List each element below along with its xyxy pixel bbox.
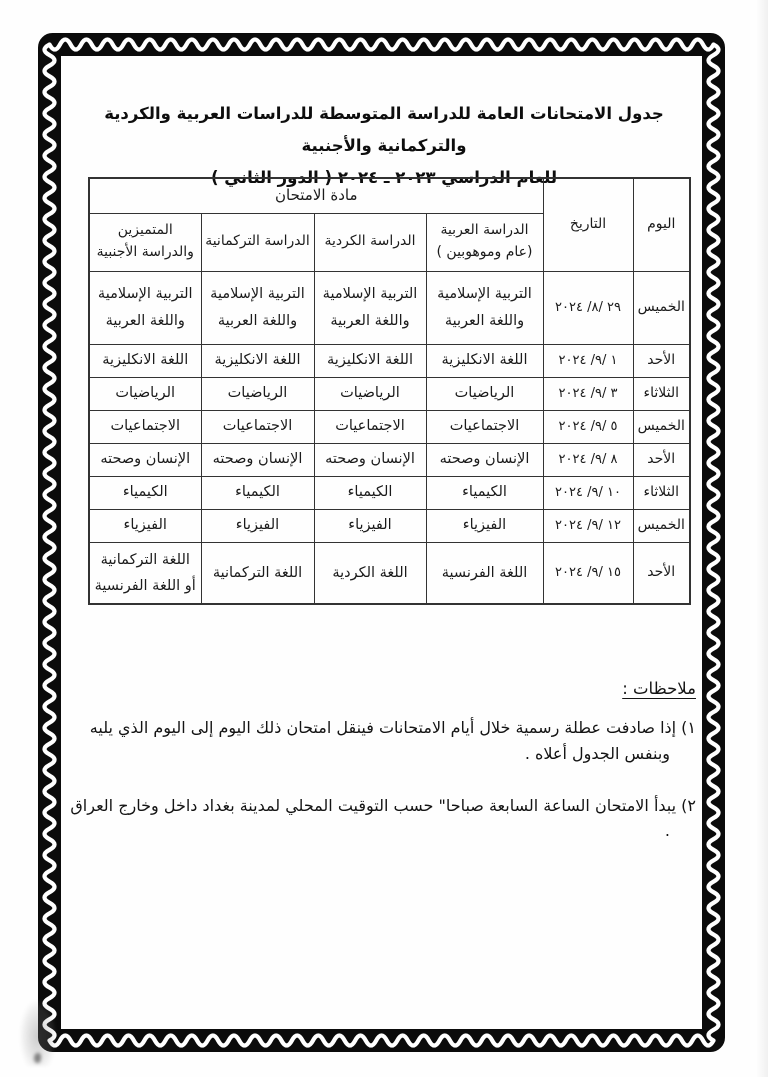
date-cell: ٥ /٩/ ٢٠٢٤ [543, 410, 633, 443]
subject-cell: اللغة الانكليزية [314, 344, 426, 377]
day-cell: الخميس [633, 410, 690, 443]
subject-cell: الرياضيات [201, 377, 314, 410]
date-cell: ٨ /٩/ ٢٠٢٤ [543, 443, 633, 476]
header-track-gifted-foreign: المتميزين والدراسة الأجنبية [89, 213, 201, 271]
header-subject-group: مادة الامتحان [89, 178, 543, 213]
table-row [89, 377, 690, 410]
table-row [89, 271, 690, 344]
subject-cell: التربية الإسلامية واللغة العربية [314, 271, 426, 344]
header-track-kurdish: الدراسة الكردية [314, 213, 426, 271]
subject-cell: الاجتماعيات [314, 410, 426, 443]
subject-cell: الفيزياء [314, 509, 426, 542]
subject-cell: اللغة الانكليزية [89, 344, 201, 377]
subject-cell: الرياضيات [314, 377, 426, 410]
day-cell: الثلاثاء [633, 476, 690, 509]
header-track-arabic: الدراسة العربية (عام وموهوبين ) [426, 213, 543, 271]
subject-cell: الكيمياء [314, 476, 426, 509]
subject-cell: اللغة الفرنسية [426, 542, 543, 604]
day-cell: الأحد [633, 542, 690, 604]
table-header [89, 178, 690, 271]
date-cell: ٣ /٩/ ٢٠٢٤ [543, 377, 633, 410]
subject-cell: الإنسان وصحته [426, 443, 543, 476]
date-cell: ١ /٩/ ٢٠٢٤ [543, 344, 633, 377]
subject-cell: التربية الإسلامية واللغة العربية [426, 271, 543, 344]
note-item-1: ١) إذا صادفت عطلة رسمية خلال أيام الامتحانات فينقل امتحان ذلك اليوم إلى اليوم الذي يليه وبنفس الجدول أعلاه . [89, 717, 696, 763]
subject-cell: الإنسان وصحته [89, 443, 201, 476]
subject-cell: الاجتماعيات [426, 410, 543, 443]
subject-cell: اللغة الكردية [314, 542, 426, 604]
notes-section [64, 676, 696, 870]
title-line-2: للعام الدراسي ٢٠٢٣ ـ ٢٠٢٤ ( الدور الثاني ) [210, 168, 558, 187]
subject-cell: التربية الإسلامية واللغة العربية [89, 271, 201, 344]
day-cell: الأحد [633, 344, 690, 377]
subject-cell: الاجتماعيات [89, 410, 201, 443]
subject-cell: الفيزياء [89, 509, 201, 542]
day-cell: الخميس [633, 271, 690, 344]
table-row [89, 476, 690, 509]
subject-cell: الكيمياء [201, 476, 314, 509]
note-item-2: ٢) يبدأ الامتحان الساعة السابعة صباحا" حسب التوقيت المحلي لمدينة بغداد داخل وخارج العراق . [70, 795, 696, 841]
subject-cell: التربية الإسلامية واللغة العربية [201, 271, 314, 344]
schedule-body [89, 271, 690, 604]
header-row-top [89, 178, 690, 213]
day-cell: الخميس [633, 509, 690, 542]
title-line-1: جدول الامتحانات العامة للدراسة المتوسطة للدراسات العربية والكردية والتركمانية والأجنبية [104, 104, 664, 155]
notes-heading: ملاحظات : [622, 679, 696, 698]
exam-schedule-table [88, 177, 691, 605]
day-cell: الثلاثاء [633, 377, 690, 410]
date-cell: ١٠ /٩/ ٢٠٢٤ [543, 476, 633, 509]
subject-cell: الإنسان وصحته [201, 443, 314, 476]
table-row [89, 509, 690, 542]
subject-cell: الرياضيات [426, 377, 543, 410]
subject-cell: الاجتماعيات [201, 410, 314, 443]
subject-cell: اللغة الانكليزية [426, 344, 543, 377]
subject-cell: الفيزياء [426, 509, 543, 542]
date-cell: ١٢ /٩/ ٢٠٢٤ [543, 509, 633, 542]
header-track-turkmen: الدراسة التركمانية [201, 213, 314, 271]
table-row [89, 410, 690, 443]
table-row [89, 542, 690, 604]
header-date: التاريخ [543, 178, 633, 271]
subject-cell: الفيزياء [201, 509, 314, 542]
date-cell: ١٥ /٩/ ٢٠٢٤ [543, 542, 633, 604]
subject-cell: الرياضيات [89, 377, 201, 410]
date-cell: ٢٩ /٨/ ٢٠٢٤ [543, 271, 633, 344]
subject-cell: اللغة الانكليزية [201, 344, 314, 377]
subject-cell: اللغة التركمانية أو اللغة الفرنسية [89, 542, 201, 604]
subject-cell: اللغة التركمانية [201, 542, 314, 604]
table-row [89, 443, 690, 476]
subject-cell: الإنسان وصحته [314, 443, 426, 476]
header-day: اليوم [633, 178, 690, 271]
subject-cell: الكيمياء [89, 476, 201, 509]
day-cell: الأحد [633, 443, 690, 476]
table-row [89, 344, 690, 377]
subject-cell: الكيمياء [426, 476, 543, 509]
